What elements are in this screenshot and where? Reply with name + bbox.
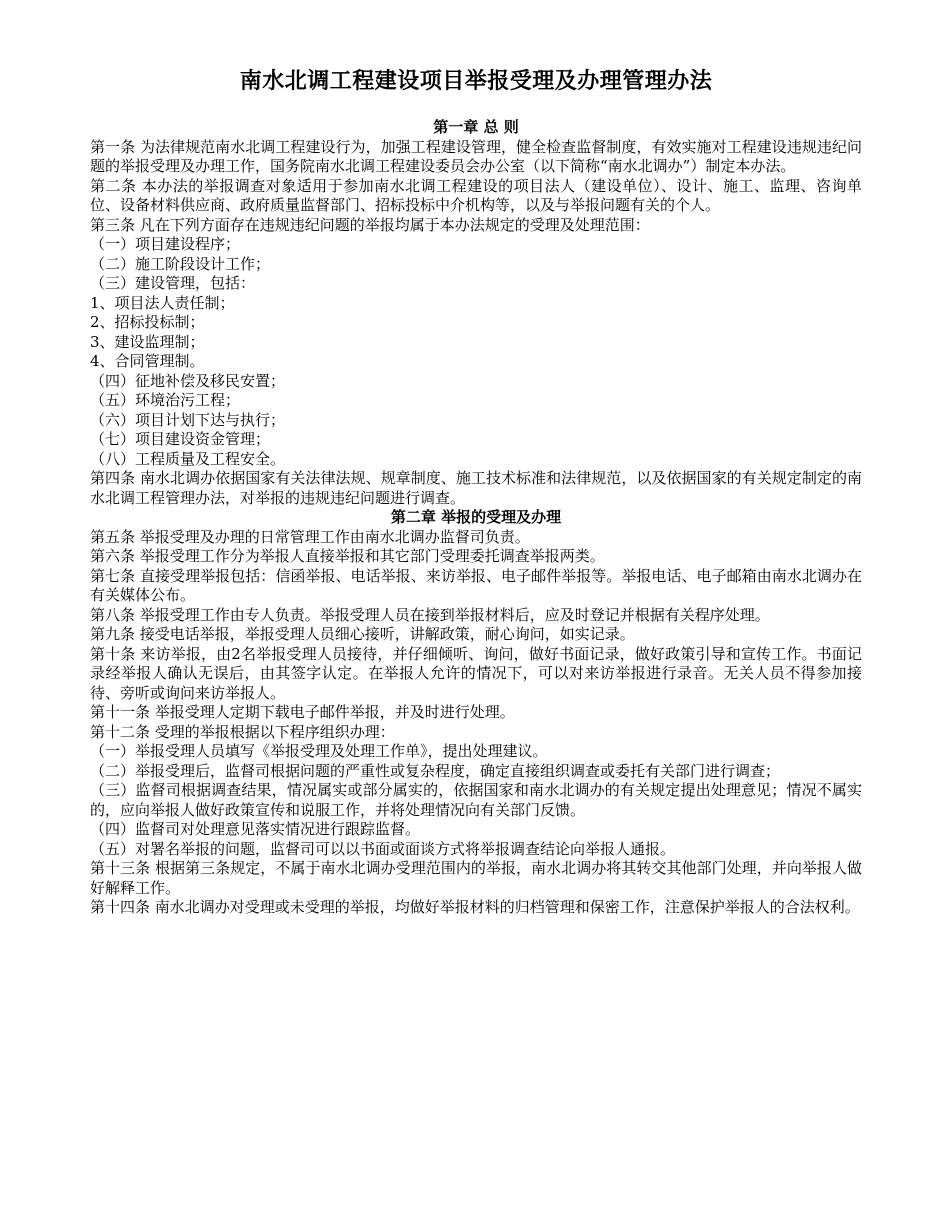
article-paragraph: （一）举报受理人员填写《举报受理及处理工作单》，提出处理建议。 bbox=[90, 742, 548, 760]
article-paragraph: 第二条 本办法的举报调查对象适用于参加南水北调工程建设的项目法人（建设单位）、设计、施工、监理、咨询单位、设备材料供应商、政府质量监督部门、招标投标中介机构等，以及与举报问题有关的个人。 bbox=[90, 176, 862, 214]
chapter-heading: 第二章 举报的受理及办理 bbox=[390, 508, 562, 526]
article-paragraph: 第六条 举报受理工作分为举报人直接举报和其它部门受理委托调查举报两类。 bbox=[90, 547, 605, 565]
article-paragraph: 2、招标投标制； bbox=[90, 313, 205, 331]
article-paragraph: 1、项目法人责任制； bbox=[90, 293, 235, 312]
article-paragraph: （三）建设管理，包括： bbox=[90, 274, 256, 292]
article-paragraph: （二）举报受理后，监督司根据问题的严重性或复杂程度，确定直接组织调查或委托有关部门进行调查； bbox=[90, 761, 781, 780]
article-paragraph: （五）对署名举报的问题，监督司可以以书面或面谈方式将举报调查结论向举报人通报。 bbox=[90, 839, 676, 858]
article-paragraph: 第十二条 受理的举报根据以下程序组织办理： bbox=[90, 722, 395, 741]
article-paragraph: 第十条 来访举报，由2名举报受理人员接待，并仔细倾听、询问，做好书面记录，做好政策引导和宣传工作。书面记录经举报人确认无误后，由其签字认定。在举报人允许的情况下，可以对来访举报进行录音。无关人员不得参加接待、旁听或询问来访举报人。 bbox=[90, 644, 862, 702]
article-paragraph: （四）监督司对处理意见落实情况进行跟踪监督。 bbox=[90, 820, 421, 838]
article-paragraph: 3、建设监理制； bbox=[90, 332, 205, 351]
article-paragraph: （二）施工阶段设计工作； bbox=[90, 254, 271, 273]
document-title: 南水北调工程建设项目举报受理及办理管理办法 bbox=[239, 69, 713, 94]
article-paragraph: 第一条 为法律规范南水北调工程建设行为，加强工程建设管理，健全检查监督制度，有效实施对工程建设违规违纪问题的举报受理及办理工作，国务院南水北调工程建设委员会办公室（以下简称“南水北调办”）制定本办法。 bbox=[90, 137, 862, 175]
article-paragraph: （六）项目计划下达与执行； bbox=[90, 410, 286, 429]
article-paragraph: 第九条 接受电话举报，举报受理人员细心接听，讲解政策，耐心询问，如实记录。 bbox=[90, 625, 635, 643]
article-paragraph: （一）项目建设程序； bbox=[90, 235, 241, 253]
document-page bbox=[90, 66, 862, 918]
article-paragraph: 第十三条 根据第三条规定，不属于南水北调办受理范围内的举报，南水北调办将其转交其他部门处理，并向举报人做好解释工作。 bbox=[90, 859, 862, 897]
article-paragraph: （五）环境治污工程； bbox=[90, 391, 241, 409]
article-paragraph: 第七条 直接受理举报包括：信函举报、电话举报、来访举报、电子邮件举报等。举报电话、电子邮箱由南水北调办在有关媒体公布。 bbox=[90, 566, 862, 604]
article-paragraph: （八）工程质量及工程安全。 bbox=[90, 449, 286, 468]
article-paragraph: （四）征地补偿及移民安置； bbox=[90, 371, 286, 390]
chapter-heading: 第一章 总 则 bbox=[433, 118, 519, 136]
article-paragraph: 第十一条 举报受理人定期下载电子邮件举报，并及时进行处理。 bbox=[90, 703, 515, 721]
article-paragraph: 第五条 举报受理及办理的日常管理工作由南水北调办监督司负责。 bbox=[90, 527, 530, 546]
document-body bbox=[90, 118, 862, 918]
article-paragraph: 第三条 凡在下列方面存在违规违纪问题的举报均属于本办法规定的受理及处理范围： bbox=[90, 215, 650, 234]
article-paragraph: （七）项目建设资金管理； bbox=[90, 430, 271, 448]
article-paragraph: 第四条 南水北调办依据国家有关法律法规、规章制度、施工技术标准和法律规范，以及依据国家的有关规定制定的南水北调工程管理办法，对举报的违规违纪问题进行调查。 bbox=[90, 469, 862, 507]
article-paragraph: 第八条 举报受理工作由专人负责。举报受理人员在接到举报材料后，应及时登记并根据有关程序处理。 bbox=[90, 605, 770, 624]
article-paragraph: 第十四条 南水北调办对受理或未受理的举报，均做好举报材料的归档管理和保密工作，注意保护举报人的合法权利。 bbox=[90, 898, 860, 916]
article-paragraph: 4、合同管理制。 bbox=[90, 352, 205, 370]
article-paragraph: （三）监督司根据调查结果，情况属实或部分属实的，依据国家和南水北调办的有关规定提出处理意见；情况不属实的，应向举报人做好政策宣传和说服工作，并将处理情况向有关部门反馈。 bbox=[90, 781, 862, 819]
